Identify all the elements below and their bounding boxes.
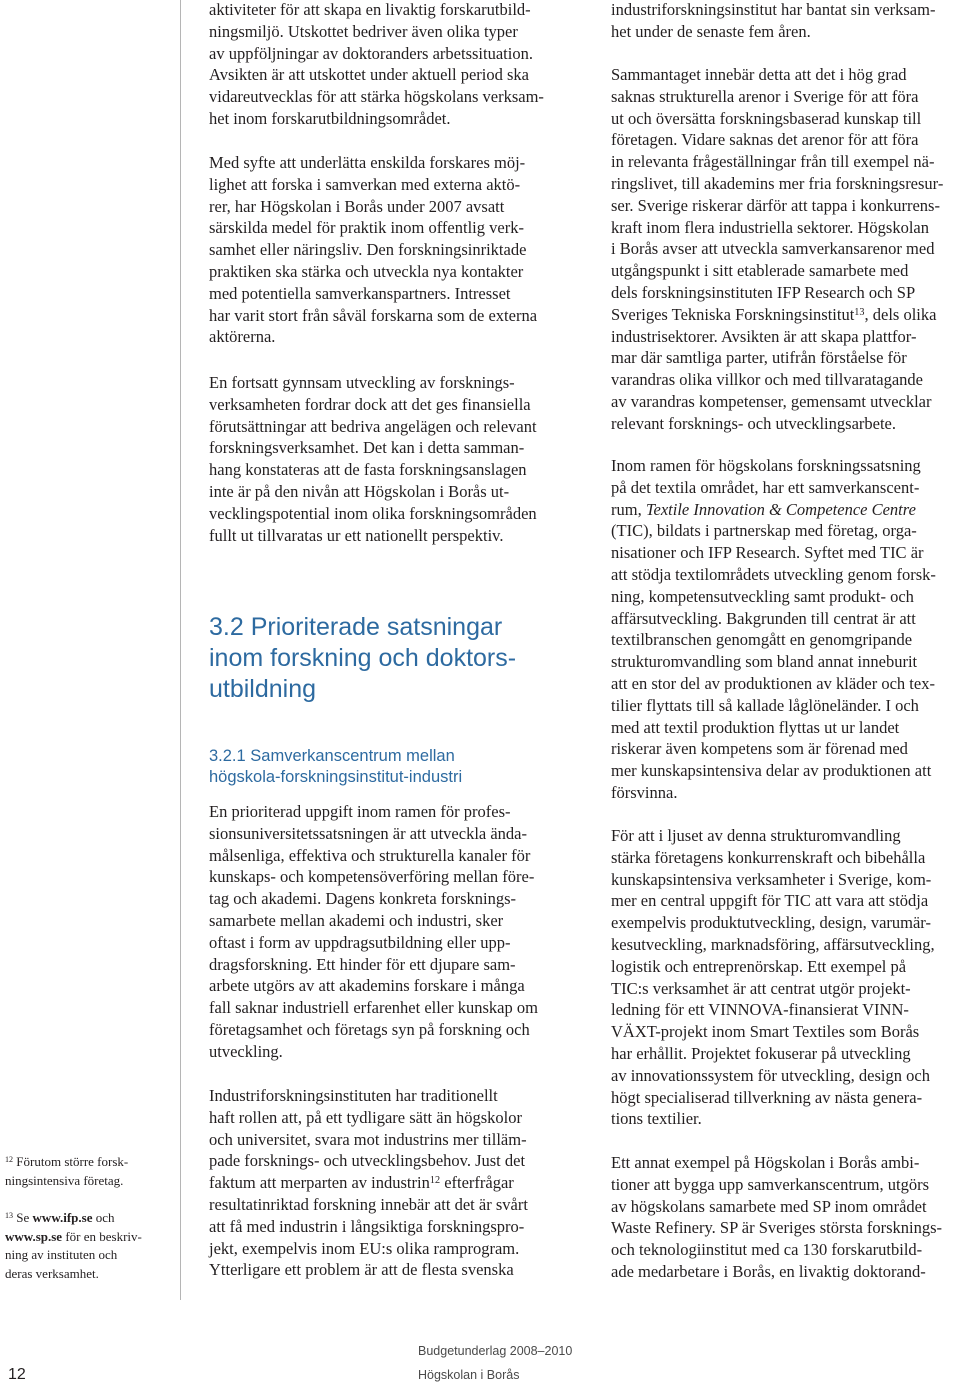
footnote-url-sp: www.sp.se	[5, 1228, 63, 1244]
paragraph-finansiering: En fortsatt gynnsam utveckling av forsknings- verksamheten fordrar dock att det ges finansiella förutsättningar att bedriva angelägen och relevant forskningsverksamhet. Det kan i detta samman- hang konstateras att de fasta forskningsanslagen inte är på den nivån att Högskolan i Borås ut- vecklingspotential inom olika forskningsområden fullt ut tillvaratas ur ett nationellt perspektiv.	[209, 373, 537, 545]
paragraph-tic	[611, 455, 956, 804]
paragraph-text: , dels olika industrisektorer. Avsikten är att skapa plattfor- mar där samtliga parter, utifrån förståelse för varandras olika villkor och med tillvaratagande av varandras kompetenser, gemensamt utvecklar relevant forsknings- och utvecklingsarbete.	[611, 304, 937, 433]
footnote-marker: 13	[5, 1210, 14, 1220]
subsection-heading: 3.2.1 Samverkanscentrum mellan högskola-forskningsinstitut-industri	[209, 747, 463, 786]
page-number: 12	[8, 1366, 26, 1383]
footnote-text: Se	[13, 1210, 33, 1225]
footnote-reference: 13	[854, 306, 865, 318]
footnote-url-ifp: www.ifp.se	[32, 1210, 93, 1225]
footnote-text: Förutom större forsk- ningsintensiva företag.	[5, 1154, 129, 1188]
paragraph-text: Inom ramen för högskolans forskningssatsning på det textila området, har ett samverkanscent- rum,	[611, 456, 921, 519]
paragraph-waste-refinery: Ett annat exempel på Högskolan i Borås ambi- tioner att bygga upp samverkanscentrum, utgörs av högskolans samarbete med SP inom området Waste Refinery. SP är Sveriges största forsknings- och teknologiinstitut med ca 130 forskarutbild- ade medarbetare i Borås, en livaktig doktorand-	[611, 1153, 943, 1281]
paragraph-forskarutbildning: aktiviteter för att skapa en livaktig forskarutbild- ningsmiljö. Utskottet bedriver även olika typer av uppföljningar av doktoranders arbetssituation. Avsikten är att utskottet under aktuell period ska vidareutvecklas för att stärka högskolans verksam- het inom forskarutbildningsområdet.	[209, 0, 544, 128]
footnote-text: och	[95, 1210, 115, 1225]
footnote-reference: 12	[429, 1175, 441, 1187]
section-heading: 3.2 Prioriterade satsningar inom forskning och doktors- utbildning	[209, 613, 517, 703]
footnote-13	[5, 1209, 170, 1284]
footnote-text: för en beskriv- ning av instituten och deras verksamhet.	[5, 1228, 142, 1282]
footer-document-title: Budgetunderlag 2008–2010	[418, 1344, 573, 1358]
paragraph-bantat: industriforskningsinstitut har bantat sin verksam- het under de senaste fem åren.	[611, 0, 936, 41]
paragraph-text: Industriforskningsinstituten har traditionellt haft rollen att, på ett tydligare sätt än högskolor och universitet, svara mot industrins mer tilläm- pade forsknings- och utvecklingsbehov. Just det faktum att merparten av industrin	[209, 1086, 527, 1193]
paragraph-strukturomvandling: För att i ljuset av denna strukturomvandling stärka företagens konkurrenskraft och bibehålla kunskapsintensiva verksamheter i Sverige, kom- mer en central uppgift för TIC att vara att stödja exempelvis produktutveckling, design, varumär- kesutveckling, marknadsföring, affärsutveckling, logistik och entreprenörskap. Ett exempel på TIC:s verksamhet är att centrat utgör projekt- ledning för ett VINNOVA-finansierat VINN- VÄXT-projekt inom Smart Textiles som Borås har erhållit. Projektet fokuserar på utveckling av innovationssystem för utveckling, design och högt specialiserad tillverkning av nästa genera- tions textilier.	[611, 826, 935, 1129]
paragraph-prioriterad-uppgift: En prioriterad uppgift inom ramen för profes- sionsuniversitetssatsningen är att utveckla ända- målsenliga, effektiva och strukturella kanaler för kunskaps- och kompetensöverföring mellan före- tag och akademi. Dagens konkreta forsknings- samarbete mellan akademi och industri, sker oftast i form av uppdragsutbildning eller upp- dragsforskning. Ett hinder för ett djupare sam- arbete utgörs av att akademins forskare i många fall saknar industriell erfarenhet eller kunskap om företagsamhet och företags syn på forskning och utveckling.	[209, 802, 538, 1061]
paragraph-text: Sammantaget innebär detta att det i hög grad saknas strukturella arenor i Sverige för att föra ut och översätta forskningsbaserad kunskap till företagen. Vidare saknas det arenor för att föra in relevanta frågeställningar från till exempel nä- ringslivet, till akademins mer fria forskningsresur- ser. Sverige riskerar därför att tappa i konkurrens- kraft inom flera industriella sektorer. Högskolan i Borås avser att utveckla samverkansarenor med utgångspunkt i sitt etablerade samarbete med dels forskningsinstituten IFP Research och SP Sveriges Tekniska Forskningsinstitut	[611, 65, 944, 324]
margin-rule	[180, 0, 181, 1300]
paragraph-arenor	[611, 64, 956, 435]
footnote-marker: 12	[5, 1154, 14, 1164]
paragraph-text: (TIC), bildats i partnerskap med företag, orga- nisationer och IFP Research. Syftet med TIC är att stödja textilområdets utveckling genom forsk- ning, kompetensutveckling samt produkt- och affärsutveckling. Bakgrunden till centrat är att textilbranschen genomgått en genomgripande strukturomvandling som bland annat inneburit att en stor del av produktionen av kläder och tex- tilier flyttats till så kallade låglöneländer. I och med att textil produktion flyttas ut ur landet riskerar även kompetens som är förenad med mer kunskapsintensiva delar av produktionen att försvinna.	[611, 521, 936, 802]
paragraph-samverkan-medel: Med syfte att underlätta enskilda forskares möj- lighet att forska i samverkan med externa aktö- rer, har Högskolan i Borås under 2007 avsatt särskilda medel för praktik inom offentlig verk- samhet eller näringsliv. Den forskningsinriktade praktiken ska stärka och utveckla nya kontakter med potentiella samverkanspartners. Intresset har varit stort från såväl forskarna som de externa aktörerna.	[209, 153, 538, 347]
paragraph-industriforskningsinstitut	[209, 1085, 569, 1281]
footer-institution: Högskolan i Borås	[418, 1368, 520, 1382]
footnote-12	[5, 1153, 170, 1190]
italic-centre-name: Textile Innovation & Competence Centre	[645, 499, 916, 519]
paragraph-text: efterfrågar resultatinriktad forskning innebär att det är svårt att få med industrin i långsiktiga forskningspro- jekt, exempelvis inom EU:s olika ramprogram. Ytterligare ett problem är att de flesta svenska	[209, 1173, 528, 1280]
